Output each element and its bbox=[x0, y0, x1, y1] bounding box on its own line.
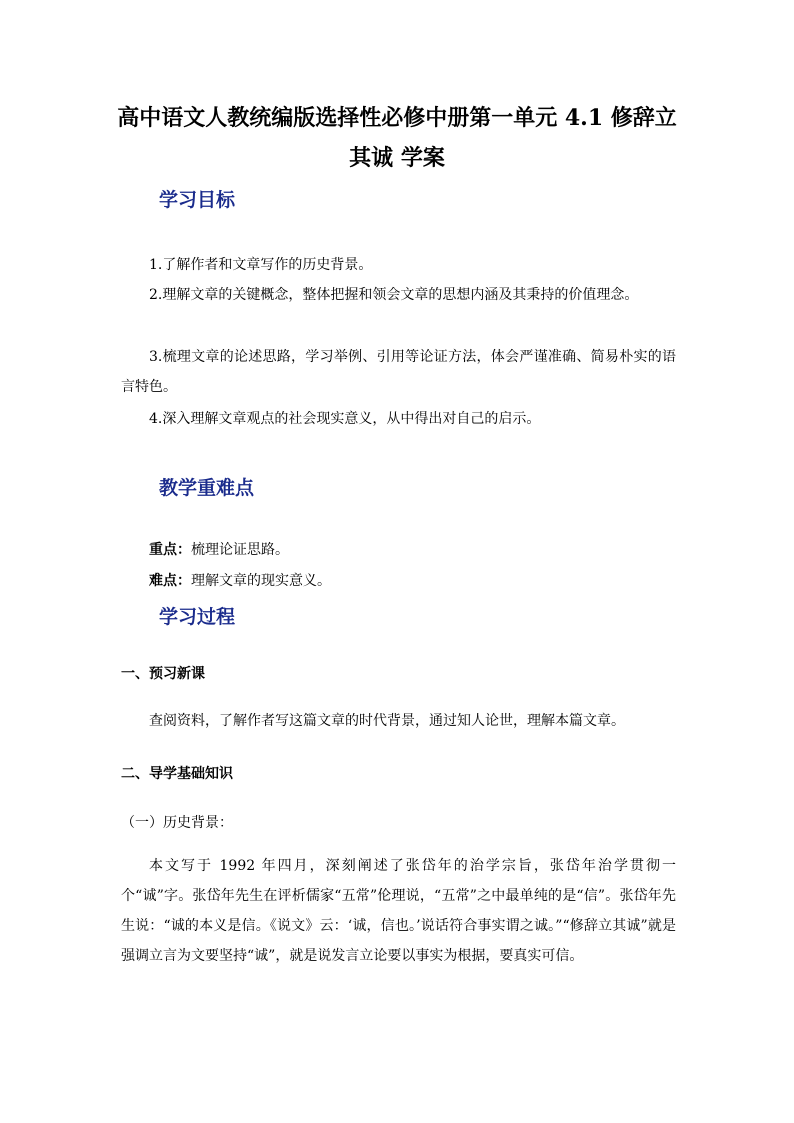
goal-item-1: 1.了解作者和文章写作的历史背景。 bbox=[149, 257, 373, 273]
focus-line bbox=[121, 535, 676, 565]
part2-heading: 二、导学基础知识 bbox=[121, 766, 233, 782]
process-heading: 学习过程 bbox=[159, 606, 236, 628]
goal-item-2: 2.理解文章的关键概念，整体把握和领会文章的思想内涵及其秉持的价值理念。 bbox=[149, 287, 639, 303]
part1-text: 查阅资料，了解作者写这篇文章的时代背景，通过知人论世，理解本篇文章。 bbox=[149, 713, 625, 729]
part2-text: 本文写于 1992 年四月，深刻阐述了张岱年的治学宗旨，张岱年治学贯彻一个“诚”字。张岱年先生在评析儒家“五常”伦理说，“五常”之中最单纯的是“信”。张岱年先生说：“诚的本义是信。《说文》云：‘诚，信也。’说话符合事实谓之诚。”“修辞立其诚”就是强调立言为文要坚持“诚”，就是说发言立论要以事实为根据，要真实可信。 bbox=[121, 858, 676, 964]
goal-item-3: 3.梳理文章的论述思路，学习举例、引用等论证方法，体会严谨准确、简易朴实的语言特色。 bbox=[121, 349, 676, 395]
focus-text: 梳理论证思路。 bbox=[191, 542, 289, 558]
goals-heading: 学习目标 bbox=[159, 189, 236, 211]
difficulty-text: 理解文章的现实意义。 bbox=[191, 573, 331, 589]
goal-item-4: 4.深入理解文章观点的社会现实意义，从中得出对自己的启示。 bbox=[149, 411, 541, 427]
difficulty-label: 难点： bbox=[149, 573, 191, 589]
difficulty-line bbox=[121, 566, 676, 596]
focus-label: 重点： bbox=[149, 542, 191, 558]
part2-subheading: （一）历史背景： bbox=[121, 815, 233, 831]
title-line-2: 其诚 学案 bbox=[349, 145, 445, 171]
document-title bbox=[114, 98, 680, 178]
part1-heading: 一、预习新课 bbox=[121, 666, 205, 682]
title-line-1: 高中语文人教统编版选择性必修中册第一单元 4.1 修辞立 bbox=[117, 105, 677, 131]
key-points-heading: 教学重难点 bbox=[159, 477, 255, 499]
